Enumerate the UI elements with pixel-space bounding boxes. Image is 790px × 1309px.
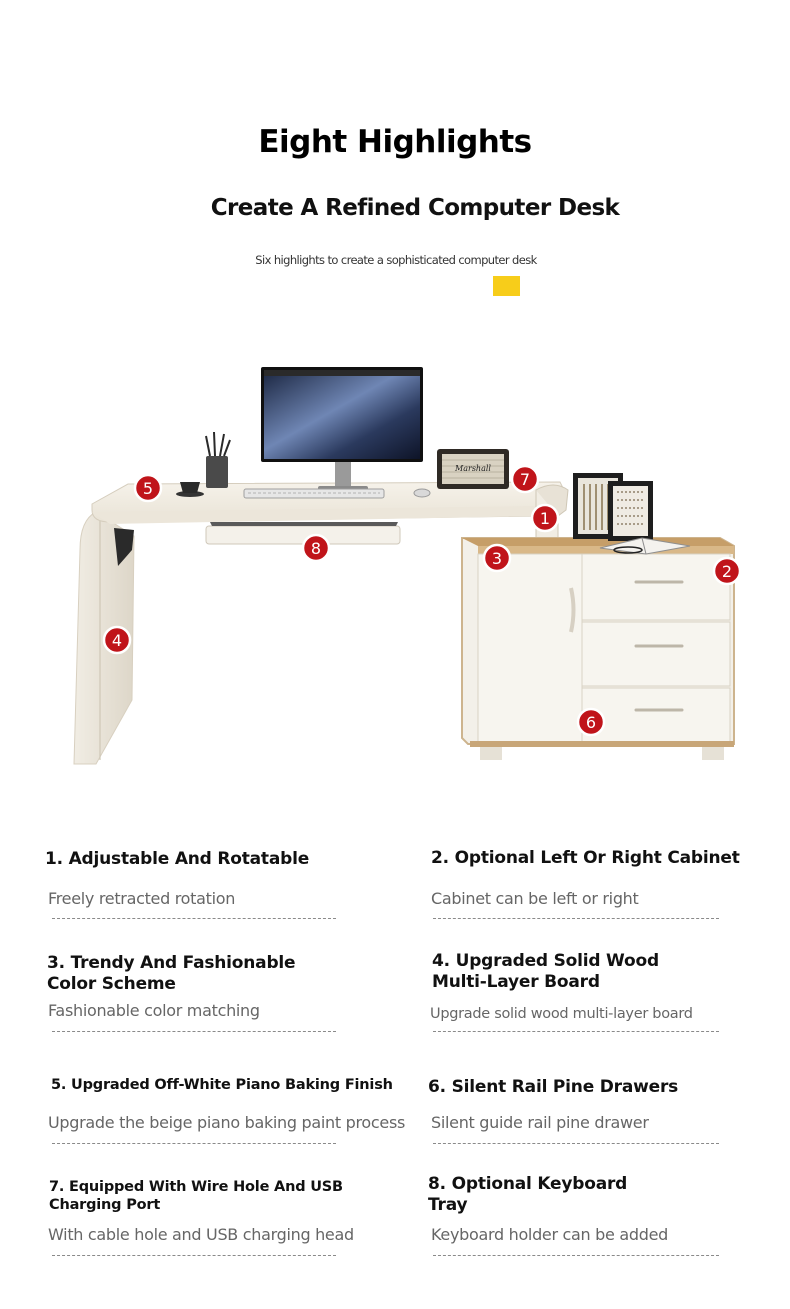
monitor (261, 367, 423, 491)
highlight-2-desc: Cabinet can be left or right (431, 889, 639, 908)
highlight-8-divider (433, 1255, 719, 1256)
svg-text:4: 4 (111, 631, 123, 650)
page-title: Eight Highlights (258, 124, 532, 160)
picture-frames (573, 473, 653, 541)
header (0, 124, 790, 174)
marker-2 (714, 558, 740, 584)
highlight-4-desc: Upgrade solid wood multi-layer board (430, 1006, 693, 1022)
highlight-5-desc: Upgrade the beige piano baking paint process (48, 1113, 406, 1132)
highlight-2-divider (433, 918, 719, 919)
highlight-8-title-line1: 8. Optional Keyboard (428, 1174, 628, 1194)
svg-text:6: 6 (585, 713, 597, 732)
svg-text:2: 2 (721, 562, 733, 581)
svg-text:1: 1 (539, 509, 551, 528)
marker-6 (578, 709, 604, 735)
marker-1 (532, 505, 558, 531)
highlight-4-title-line2: Multi-Layer Board (432, 972, 600, 992)
highlight-4-title (432, 951, 659, 993)
svg-text:8: 8 (310, 539, 322, 558)
highlight-6-desc: Silent guide rail pine drawer (431, 1113, 649, 1132)
highlight-7-desc: With cable hole and USB charging head (48, 1225, 354, 1244)
highlight-3-divider (52, 1031, 336, 1032)
marker-7 (512, 466, 538, 492)
highlight-8-title (428, 1174, 627, 1216)
page-subtitle: Create A Refined Computer Desk (210, 195, 620, 221)
keyboard-tray (206, 522, 400, 544)
highlight-7-title (49, 1178, 343, 1214)
svg-text:7: 7 (519, 470, 531, 489)
title-accent-block (493, 276, 520, 296)
highlight-1-desc: Freely retracted rotation (48, 889, 236, 908)
highlight-3-desc: Fashionable color matching (48, 1001, 260, 1020)
speaker (437, 449, 509, 489)
highlight-7-title-line2: Charging Port (49, 1197, 161, 1213)
highlight-5-title: 5. Upgraded Off-White Piano Baking Finish (51, 1077, 393, 1093)
highlight-4-title-line1: 4. Upgraded Solid Wood (432, 951, 659, 971)
desk-illustration (0, 340, 790, 780)
marker-4 (104, 627, 130, 653)
highlight-8-title-line2: Tray (428, 1195, 468, 1215)
marker-5 (135, 475, 161, 501)
keyboard (244, 489, 384, 498)
highlight-3-title-line1: 3. Trendy And Fashionable (47, 953, 296, 973)
highlight-7-divider (52, 1255, 336, 1256)
highlight-5-divider (52, 1143, 336, 1144)
pen-holder (206, 432, 230, 488)
page-tagline: Six highlights to create a sophisticated computer desk (255, 253, 537, 267)
speaker-brand: Marshall (455, 464, 491, 473)
highlight-1-title: 1. Adjustable And Rotatable (45, 849, 310, 869)
svg-text:5: 5 (142, 479, 154, 498)
marker-3 (484, 545, 510, 571)
highlight-6-title: 6. Silent Rail Pine Drawers (428, 1077, 679, 1097)
highlight-1-divider (52, 918, 336, 919)
mouse (414, 489, 430, 497)
highlight-3-title-line2: Color Scheme (47, 974, 176, 994)
highlight-8-desc: Keyboard holder can be added (431, 1225, 668, 1244)
svg-text:3: 3 (491, 549, 503, 568)
highlight-6-divider (433, 1143, 719, 1144)
marker-8 (303, 535, 329, 561)
highlight-3-title (47, 953, 295, 995)
highlight-4-divider (433, 1031, 719, 1032)
highlight-2-title: 2. Optional Left Or Right Cabinet (431, 848, 740, 868)
highlight-7-title-line1: 7. Equipped With Wire Hole And USB (49, 1179, 343, 1195)
